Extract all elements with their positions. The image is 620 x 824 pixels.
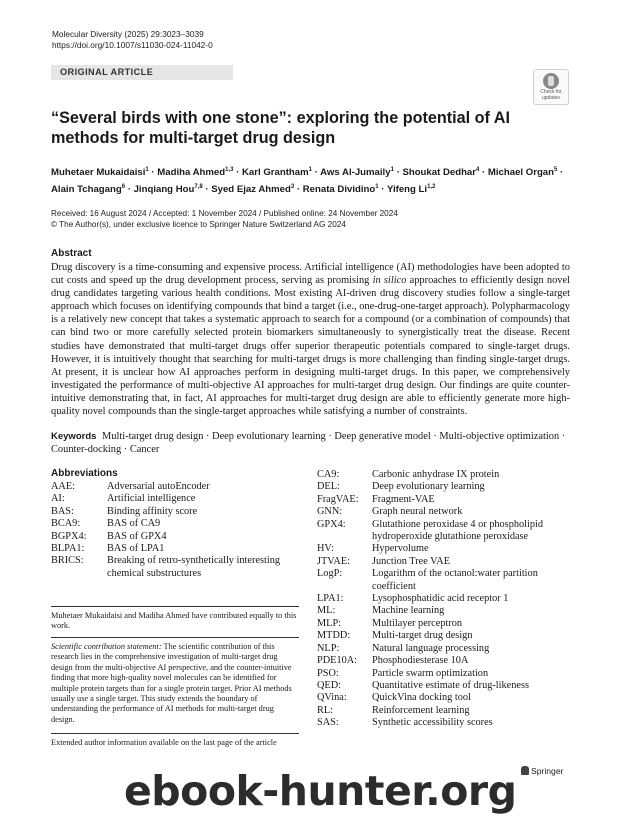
journal-volume: Molecular Diversity (2025) 29:3023–3039 <box>52 29 204 39</box>
abbreviation-term: GPX4: <box>317 518 346 530</box>
copyright-line: © The Author(s), under exclusive licence to Springer Nature Switzerland AG 2024 <box>51 220 346 229</box>
article-title: “Several birds with one stone”: exploring the potential of AI methods for multi-target drug design <box>51 109 510 147</box>
abbreviation-term: BLPA1: <box>51 543 85 555</box>
author-name[interactable]: Muhetaer Mukaidaisi$^1$ <box>51 167 149 179</box>
abbreviation-row <box>317 593 573 605</box>
abbreviation-definition: Reinforcement learning <box>372 704 470 716</box>
abbreviation-row <box>317 630 573 642</box>
abbreviation-definition: Particle swarm optimization <box>372 667 489 679</box>
abbreviation-definition: Lysophosphatidic acid receptor 1 <box>372 593 509 605</box>
footnote-divider <box>51 733 299 734</box>
doi-link[interactable]: https://doi.org/10.1007/s11030-024-11042-0 <box>52 40 213 50</box>
author-name[interactable]: Renata Dividino$^1$ <box>302 184 379 196</box>
abbreviation-row <box>51 518 301 530</box>
abbreviation-row <box>317 568 573 593</box>
author-name[interactable]: Jinqiang Hou$^{7,8}$ <box>133 184 203 196</box>
equal-contribution-note: Muhetaer Mukaidaisi and Madiha Ahmed have contributed equally to this work. <box>51 611 297 631</box>
abbreviation-term: QED: <box>317 679 342 691</box>
footnote-divider <box>51 606 299 607</box>
contribution-statement: Scientific contribution statement: The scientific contribution of this research lies in the comprehensive investigation of multi-target drug design from the multi-objective AI perspective, and the counter-intuitive finding that more high-quality novel molecules can be identified for multiple protein targets than for a single protein target. Prior AI methods usually use a single target. This study extends the boundary of understanding the performance of AI methods for multi-target drug design. <box>51 642 292 724</box>
abstract-heading: Abstract <box>51 248 92 259</box>
abbreviation-row <box>51 506 301 518</box>
abbreviation-row <box>317 605 573 617</box>
abbreviation-term: CA9: <box>317 469 340 480</box>
abbreviation-term: AI: <box>51 493 65 505</box>
keywords <box>51 430 570 456</box>
author-name[interactable]: Madiha Ahmed$^{1,3}$ <box>157 167 234 179</box>
abbreviation-term: LogP: <box>317 568 343 580</box>
abbreviations-left-column <box>51 481 301 580</box>
abbreviation-row <box>317 668 573 680</box>
abbreviation-row <box>317 506 573 518</box>
abbreviation-definition: QuickVina docking tool <box>372 692 471 704</box>
footnote-divider <box>51 637 299 638</box>
abbreviation-term: DEL: <box>317 481 340 493</box>
abbreviation-definition: Junction Tree VAE <box>372 555 451 567</box>
affiliation-mark: 1 <box>375 184 379 191</box>
abbreviation-term: BGPX4: <box>51 530 87 542</box>
abbreviations-heading: Abbreviations <box>51 468 118 479</box>
abbreviation-term: MTDD: <box>317 630 351 642</box>
article-type-label: ORIGINAL ARTICLE <box>60 67 154 77</box>
abbreviation-term: SAS: <box>317 717 339 729</box>
abbreviation-row <box>51 493 301 505</box>
abbreviation-term: RL: <box>317 704 334 716</box>
abbreviation-row <box>317 643 573 655</box>
abbreviation-term: HV: <box>317 543 334 555</box>
article-type-banner <box>51 65 233 80</box>
abbreviation-definition: BAS of GPX4 <box>107 530 167 542</box>
abbreviation-definition: Carbonic anhydrase IX protein <box>372 469 500 480</box>
abbreviation-definition: Breaking of retro-synthetically interesting chemical substructures <box>107 555 280 579</box>
abbreviation-row <box>317 494 573 506</box>
publication-dates <box>51 208 398 230</box>
keywords-label: Keywords <box>51 431 97 442</box>
author-name[interactable]: Alain Tchagang$^6$ <box>51 184 126 196</box>
abbreviation-row <box>317 717 573 729</box>
abbreviation-row <box>317 469 573 481</box>
abbreviation-row <box>317 556 573 568</box>
author-name[interactable]: Michael Organ$^5$ <box>487 167 558 179</box>
check-for-updates-badge[interactable] <box>533 69 569 105</box>
abbreviation-row <box>51 543 301 555</box>
abbreviation-term: FragVAE: <box>317 493 359 505</box>
abbreviation-row <box>317 618 573 630</box>
affiliation-mark: 6 <box>121 184 126 191</box>
abbreviation-row <box>317 692 573 704</box>
affiliation-mark: 1,2 <box>427 184 436 191</box>
dates-line: Received: 16 August 2024 / Accepted: 1 November 2024 / Published online: 24 November 2024 <box>51 209 398 218</box>
abbreviation-definition: Graph neural network <box>372 506 463 518</box>
abbreviation-definition: Artificial intelligence <box>107 493 196 505</box>
bookmark-icon <box>543 73 559 89</box>
abbreviation-term: ML: <box>317 605 336 617</box>
abbreviation-term: BCA9: <box>51 518 81 530</box>
publisher-name: Springer <box>531 766 564 776</box>
abbreviation-definition: Multi-target drug design <box>372 630 473 642</box>
abbreviation-row <box>317 705 573 717</box>
abbreviation-row <box>317 519 573 544</box>
abbreviation-definition: BAS of CA9 <box>107 518 161 530</box>
abbreviation-term: NLP: <box>317 642 340 654</box>
abbreviation-definition: BAS of LPA1 <box>107 543 165 555</box>
abbreviation-definition: Fragment-VAE <box>372 493 435 505</box>
abbreviation-definition: Glutathione peroxidase 4 or phospholipid hydroperoxide glutathione peroxidase <box>372 518 544 543</box>
abbreviation-row <box>317 680 573 692</box>
abbreviation-row <box>317 481 573 493</box>
abbreviation-term: PSO: <box>317 667 339 679</box>
abbreviation-term: JTVAE: <box>317 555 350 567</box>
author-list: Muhetaer Mukaidaisi$^1$ · Madiha Ahmed$^{1,3}$ · Karl Grantham$^1$ · Aws Al-Jumaily$^1$ · Shoukat Dedhar$^4$ · Michael Organ$^5$ · Alain Tchagang$^6$ · Jinqiang Hou$^{7,8}$ · Syed Ejaz Ahmed$^3$ · Renata Dividino$^1$ · Yifeng Li$^{1,2}$ <box>51 167 564 196</box>
abbreviation-definition: Quantitative estimate of drug-likeness <box>372 679 529 691</box>
abbreviation-term: QVina: <box>317 692 347 704</box>
affiliation-mark: 5 <box>554 167 558 173</box>
affiliation-mark: 1,3 <box>225 167 234 173</box>
affiliation-mark: 7,8 <box>194 184 203 191</box>
abbreviation-term: LPA1: <box>317 593 344 605</box>
springer-knight-icon <box>521 766 529 775</box>
author-name[interactable]: Shoukat Dedhar$^4$ <box>402 167 480 179</box>
abbreviation-definition: Adversarial autoEncoder <box>107 481 210 492</box>
extended-info-note: Extended author information available on the last page of the article <box>51 738 277 747</box>
abbreviation-term: MLP: <box>317 617 342 629</box>
author-name[interactable]: Syed Ejaz Ahmed$^3$ <box>211 184 295 196</box>
abbreviation-row <box>317 543 573 555</box>
author-name[interactable]: Aws Al-Jumaily$^1$ <box>320 167 394 179</box>
keywords-text: Multi-target drug design · Deep evolutionary learning · Deep generative model · Multi-objective optimization · Counter-docking · Cancer <box>51 431 566 455</box>
author-name[interactable]: Yifeng Li$^{1,2}$ <box>386 184 436 196</box>
abbreviation-definition: Natural language processing <box>372 642 490 654</box>
abbreviation-definition: Synthetic accessibility scores <box>372 717 493 729</box>
abbreviation-definition: Logarithm of the octanol:water partition coefficient <box>372 568 538 592</box>
abbreviation-definition: Binding affinity score <box>107 505 198 517</box>
affiliation-mark: 4 <box>476 167 480 173</box>
abbreviation-definition: Deep evolutionary learning <box>372 481 485 493</box>
affiliation-mark: 3 <box>290 184 295 191</box>
abbreviation-row <box>51 555 301 580</box>
abstract-italic: in silico <box>372 275 407 287</box>
abbreviation-row <box>51 481 301 493</box>
abbreviation-term: PDE10A: <box>317 655 358 667</box>
abbreviation-term: AAE: <box>51 481 76 492</box>
abbreviation-term: BAS: <box>51 505 74 517</box>
check-updates-text: Check for updates <box>540 89 562 101</box>
abbreviation-row <box>51 531 301 543</box>
watermark: ebook-hunter.org <box>124 767 517 815</box>
abstract-text: Drug discovery is a time-consuming and expensive process. Artificial intelligence (AI) methodologies have been adopted to cut costs and speed up the drug development process, serving as promising in silico approaches to efficiently design novel drug candidates targeting various health conditions. Most existing AI-driven drug discovery studies follow a single-target approach which focuses on identifying compounds that bind a target (i.e., one-drug-one-target approach). Polypharmacology is a relatively new concept that takes a systematic approach to search for a compound (or a combination of compounds) that can bind two or more carefully selected protein biomarkers simultaneously to synergistically treat the disease. Recent studies have demonstrated that multi-target drugs offer superior therapeutic potentials compared to single-target drugs. However, it is intuitively thought that searching for multi-target drugs is more challenging than finding single-target drugs. At present, it is unclear how AI approaches perform in designing multi-target drugs. In this paper, we comprehensively investigated the performance of multi-objective AI approaches for multi-target drug design. Our findings are quite counter-intuitive demonstrating that, in fact, AI approaches for multi-target drug design are able to efficiently generate more high-quality novel compounds than the single-target approaches while satisfying a number of constraints. <box>51 262 570 418</box>
publisher-logo <box>521 766 563 776</box>
affiliation-mark: 1 <box>308 167 312 173</box>
author-name[interactable]: Karl Grantham$^1$ <box>242 167 312 179</box>
affiliation-mark: 1 <box>145 167 149 173</box>
abbreviations-right-column <box>317 469 573 730</box>
statement-label: Scientific contribution statement: <box>51 642 162 651</box>
abbreviation-definition: Hypervolume <box>372 543 429 555</box>
abbreviation-definition: Machine learning <box>372 605 445 617</box>
abbreviation-definition: Multilayer perceptron <box>372 617 463 629</box>
abbreviation-row <box>317 655 573 667</box>
abbreviation-term: BRICS: <box>51 555 84 567</box>
journal-citation <box>52 29 213 51</box>
abbreviation-term: GNN: <box>317 506 343 518</box>
affiliation-mark: 1 <box>390 167 394 173</box>
abbreviation-definition: Phosphodiesterase 10A <box>372 655 469 667</box>
